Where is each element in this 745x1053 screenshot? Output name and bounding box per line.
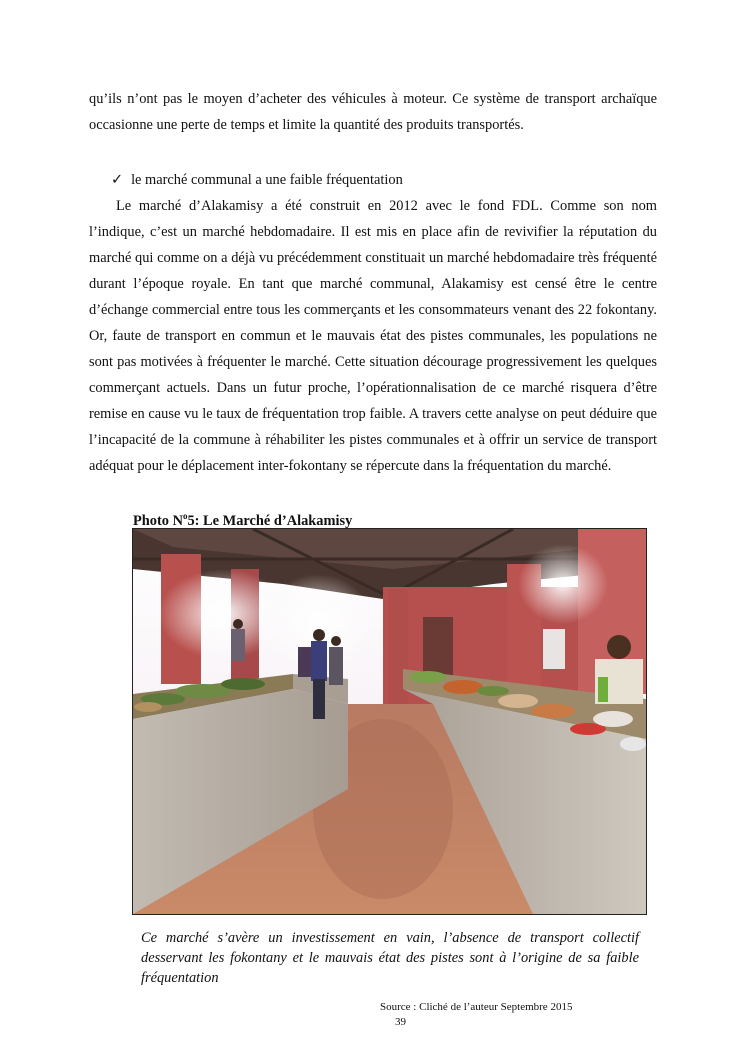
bullet-item [111, 168, 403, 192]
photo-title-rest: 5: Le Marché d’Alakamisy [187, 512, 353, 529]
photo-caption: Ce marché s’avère un investissement en vain, l’absence de transport collectif desservant les fokontany et le mauvais état des pistes sont à l’origine de sa faible fréquentation [141, 930, 639, 986]
check-icon: ✓ [111, 172, 124, 188]
intro-paragraph: qu’ils n’ont pas le moyen d’acheter des véhicules à moteur. Ce système de transport archaïque occasionne une perte de temps et limite la quantité des produits transportés. [89, 91, 657, 133]
bullet-text: le marché communal a une faible fréquentation [131, 172, 403, 188]
photo-title-prefix: Photo N [133, 512, 183, 529]
photo-source: Source : Cliché de l’auteur Septembre 2015 [380, 1001, 573, 1013]
main-paragraph: Le marché d’Alakamisy a été construit en 2012 avec le fond FDL. Comme son nom l’indique, c’est un marché hebdomadaire. Il est mis en place afin de revivifier la réputation du marché qui comme on a déjà vu précédemment constituait un marché hebdomadaire très fréquenté durant l’époque royale. En tant que marché communal, Alakamisy est censé être le centre d’échange commercial entre tous les commerçants et les consommateurs venant des 22 fokontany. Or, faute de transport en commun et le mauvais état des pistes communales, les populations ne sont pas motivées à fréquenter le marché. Cette situation décourage progressivement les quelques commerçant actuels. Dans un futur proche, l’opérationnalisation de ce marché risquera d’être remise en cause vu le taux de fréquentation trop faible. A travers cette analyse on peut déduire que l’incapacité de la commune à réhabiliter les pistes communales et à offrir un service de transport adéquat pour le déplacement inter-fokontany se répercute dans la fréquentation du marché. [89, 198, 657, 474]
market-photo [132, 528, 647, 915]
page-number: 39 [395, 1016, 406, 1028]
photo-title-sup: o [182, 511, 188, 521]
